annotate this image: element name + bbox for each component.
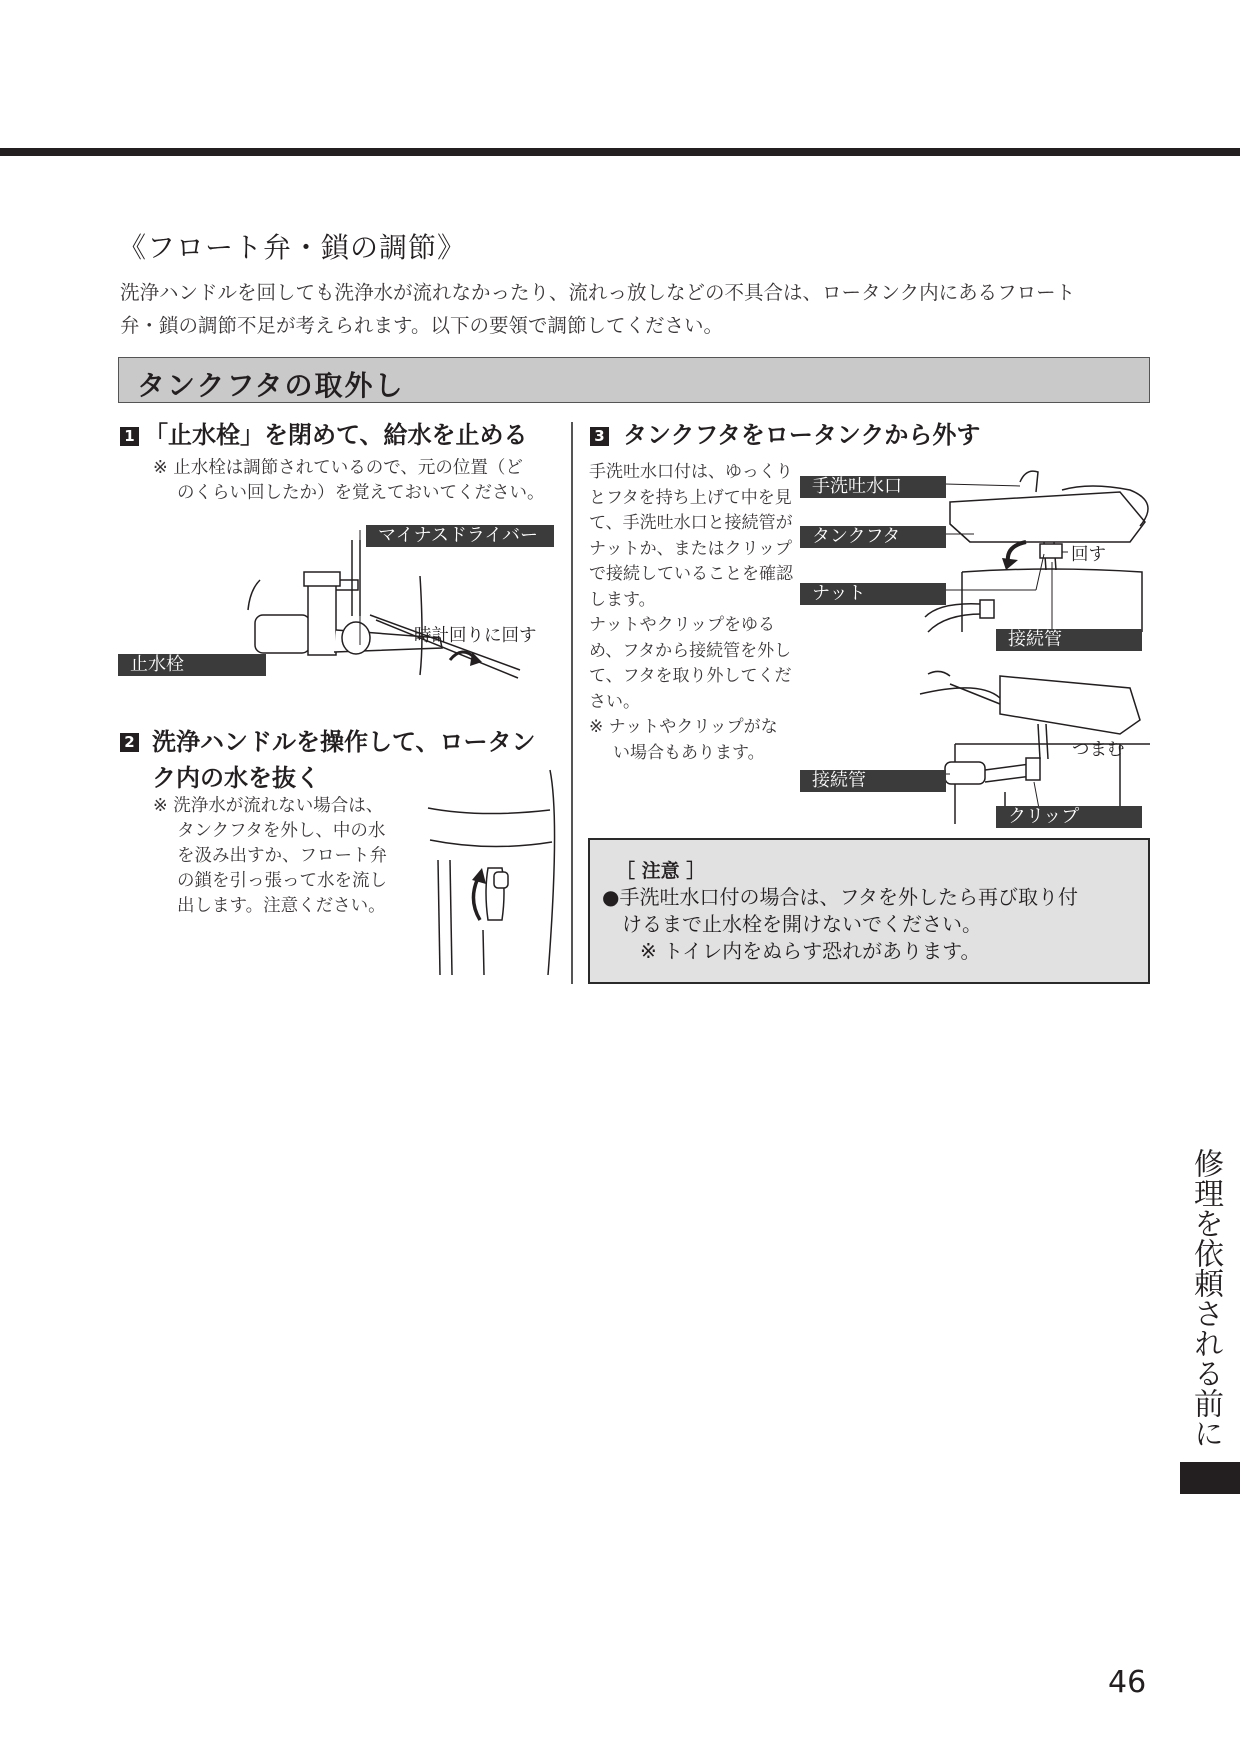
intro-paragraph xyxy=(120,276,1150,342)
body-line: さい。 xyxy=(589,691,640,712)
body-line: 手洗吐水口付は、ゆっくり xyxy=(589,462,793,482)
body-line: ナットやクリップをゆる xyxy=(589,615,775,635)
body-line: ナットか、またはクリップ xyxy=(589,538,792,559)
caution-line: ※ トイレ内をぬらす恐れがあります。 xyxy=(640,939,981,963)
pipe-label: 接続管 xyxy=(996,629,1142,651)
note-line: の鎖を引っ張って水を流し xyxy=(177,871,387,891)
body-line: とフタを持ち上げて中を見 xyxy=(589,487,792,508)
note-line: ※ 止水栓は調節されているので、元の位置（ど xyxy=(153,458,523,478)
body-line: い場合もあります。 xyxy=(613,742,765,763)
driver-label: マイナスドライバー xyxy=(366,525,554,547)
step2-number: 2 xyxy=(120,733,139,752)
step1-note xyxy=(153,456,545,506)
banner-title: タンクフタの取外し xyxy=(137,369,405,402)
clockwise-label: 時計回りに回す xyxy=(414,626,537,646)
pinch-label: つまむ xyxy=(1072,740,1125,760)
step3-number: 3 xyxy=(590,427,609,446)
note-line: タンクフタを外し、中の水 xyxy=(177,821,386,841)
caution-line: ●手洗吐水口付の場合は、フタを外したら再び取り付 xyxy=(602,885,1079,909)
step1-number: 1 xyxy=(120,427,139,446)
step3-title: タンクフタをロータンクから外す xyxy=(623,421,981,449)
turn-label: 回す xyxy=(1071,545,1106,565)
note-line: ※ 洗浄水が流れない場合は、 xyxy=(153,796,384,816)
body-line: で接続していることを確認 xyxy=(589,564,793,584)
step2-note xyxy=(153,794,387,919)
side-tab-marker xyxy=(1180,1462,1240,1494)
nut-label: ナット xyxy=(800,583,946,605)
body-line: め、フタから接続管を外し xyxy=(589,640,792,661)
body-line: て、手洗吐水口と接続管が xyxy=(589,513,793,533)
faucet-label: 手洗吐水口 xyxy=(800,476,946,498)
caution-line: けるまで止水栓を開けないでください。 xyxy=(622,912,982,936)
top-rule xyxy=(0,148,1240,156)
section-banner xyxy=(118,357,1150,403)
note-line: 出します。注意ください。 xyxy=(177,896,386,916)
step2-title-line: ク内の水を抜く xyxy=(152,764,320,792)
note-line: を汲み出すか、フロート弁 xyxy=(177,846,387,866)
caution-text xyxy=(602,884,1142,965)
body-line: します。 xyxy=(589,589,656,610)
intro-line: 弁・鎖の調節不足が考えられます。以下の要領で調節してください。 xyxy=(120,314,723,337)
page-number: 46 xyxy=(1108,1665,1147,1700)
intro-line: 洗浄ハンドルを回しても洗浄水が流れなかったり、流れっ放しなどの不具合は、ロータンク内にあるフロート xyxy=(120,281,1076,304)
body-line: て、フタを取り外してくだ xyxy=(589,666,792,686)
flush-handle-illustration xyxy=(420,760,565,980)
step1-title: 「止水栓」を閉めて、給水を止める xyxy=(144,421,528,449)
step2-title-line: 洗浄ハンドルを操作して、ロータン xyxy=(152,728,536,756)
section-title: 《フロート弁・鎖の調節》 xyxy=(118,231,467,264)
lid-label: タンクフタ xyxy=(800,526,946,548)
note-line: のくらい回したか）を覚えておいてください。 xyxy=(177,483,545,503)
step3-body xyxy=(589,460,799,766)
valve-label: 止水栓 xyxy=(118,654,266,676)
column-divider xyxy=(571,422,573,984)
caution-title: ［ 注意 ］ xyxy=(616,860,706,882)
body-line: ※ ナットやクリップがな xyxy=(589,717,778,737)
pipe2-label: 接続管 xyxy=(800,770,946,792)
caution-box xyxy=(588,838,1150,984)
side-tab-text: 修理を依頼される前に xyxy=(1188,1148,1223,1448)
clip-label: クリップ xyxy=(996,806,1142,828)
